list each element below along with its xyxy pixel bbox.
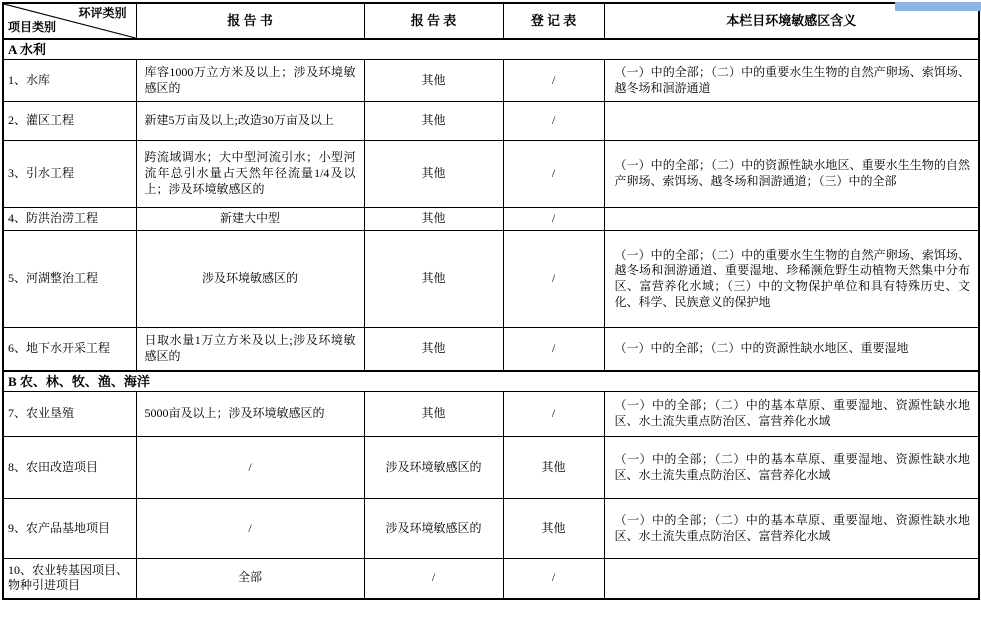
sensitive-meaning-cell: （一）中的全部；（二）中的重要水生生物的自然产卵场、索饵场、越冬场和洄游通道、重要湿地、珍稀濒危野生动植物天然集中分布区、富营养化水域；（三）中的文物保护单位和具有特殊历史、文化、科学、民族意义的保护地 (604, 231, 979, 328)
category-cell: 7、农业垦殖 (3, 392, 136, 437)
registration-form-cell: / (503, 60, 604, 102)
section-label: B 农、林、牧、渔、海洋 (3, 371, 979, 392)
sensitive-meaning-cell: （一）中的全部；（二）中的资源性缺水地区、重要湿地 (604, 328, 979, 371)
category-cell: 1、水库 (3, 60, 136, 102)
report-form-cell: 其他 (364, 141, 503, 208)
report-form-cell: 其他 (364, 102, 503, 141)
report-form-cell: 其他 (364, 60, 503, 102)
category-cell: 2、灌区工程 (3, 102, 136, 141)
registration-form-cell: 其他 (503, 437, 604, 499)
registration-form-cell: / (503, 392, 604, 437)
classification-table (2, 2, 980, 600)
sensitive-meaning-cell: （一）中的全部；（二）中的资源性缺水地区、重要水生生物的自然产卵场、索饵场、越冬场和洄游通道；（三）中的全部 (604, 141, 979, 208)
sensitive-meaning-cell (604, 208, 979, 231)
sensitive-meaning-cell: （一）中的全部；（二）中的基本草原、重要湿地、资源性缺水地区、水土流失重点防治区、富营养化水域 (604, 437, 979, 499)
report-book-cell: 全部 (136, 559, 364, 599)
report-form-cell: 涉及环境敏感区的 (364, 437, 503, 499)
diagonal-bottom-label: 项目类别 (8, 20, 57, 35)
registration-form-cell: / (503, 208, 604, 231)
table-header (3, 3, 979, 39)
diagonal-header-cell (3, 3, 136, 39)
report-book-cell: 新建大中型 (136, 208, 364, 231)
report-book-cell: 5000亩及以上；涉及环境敏感区的 (136, 392, 364, 437)
category-cell: 3、引水工程 (3, 141, 136, 208)
report-form-cell: / (364, 559, 503, 599)
report-form-cell: 其他 (364, 328, 503, 371)
report-book-cell: / (136, 499, 364, 559)
report-book-cell: 跨流域调水；大中型河流引水；小型河流年总引水量占天然年径流量1/4及以上；涉及环境敏感区的 (136, 141, 364, 208)
report-form-cell: 其他 (364, 208, 503, 231)
sensitive-meaning-cell (604, 102, 979, 141)
report-book-cell: 新建5万亩及以上;改造30万亩及以上 (136, 102, 364, 141)
registration-form-cell: 其他 (503, 499, 604, 559)
registration-form-cell: / (503, 102, 604, 141)
report-form-cell: 其他 (364, 392, 503, 437)
report-form-cell: 涉及环境敏感区的 (364, 499, 503, 559)
sensitive-meaning-cell: （一）中的全部；（二）中的重要水生生物的自然产卵场、索饵场、越冬场和洄游通道 (604, 60, 979, 102)
table-row (3, 437, 979, 499)
registration-form-cell: / (503, 141, 604, 208)
table-row (3, 141, 979, 208)
registration-form-cell: / (503, 559, 604, 599)
section-row (3, 371, 979, 392)
table-row (3, 102, 979, 141)
sensitive-meaning-cell: （一）中的全部；（二）中的基本草原、重要湿地、资源性缺水地区、水土流失重点防治区、富营养化水域 (604, 392, 979, 437)
table-row (3, 328, 979, 371)
report-form-cell: 其他 (364, 231, 503, 328)
report-book-cell: 涉及环境敏感区的 (136, 231, 364, 328)
col-header-registration-form: 登 记 表 (503, 3, 604, 39)
table-row (3, 60, 979, 102)
section-row (3, 39, 979, 60)
top-right-blue-bar (895, 2, 981, 11)
table-row (3, 499, 979, 559)
table-row (3, 231, 979, 328)
category-cell: 8、农田改造项目 (3, 437, 136, 499)
table-row (3, 559, 979, 599)
report-book-cell: 库容1000万立方米及以上；涉及环境敏感区的 (136, 60, 364, 102)
sensitive-meaning-cell (604, 559, 979, 599)
table-body (3, 39, 979, 599)
diagonal-top-label: 环评类别 (78, 6, 127, 20)
report-book-cell: / (136, 437, 364, 499)
col-header-report-book: 报 告 书 (136, 3, 364, 39)
col-header-sensitive-meaning: 本栏目环境敏感区含义 (604, 3, 979, 39)
report-book-cell: 日取水量1万立方米及以上;涉及环境敏感区的 (136, 328, 364, 371)
category-cell: 10、农业转基因项目、物种引进项目 (3, 559, 136, 599)
section-label: A 水利 (3, 39, 979, 60)
table-row (3, 208, 979, 231)
table-row (3, 392, 979, 437)
col-header-report-form: 报 告 表 (364, 3, 503, 39)
category-cell: 9、农产品基地项目 (3, 499, 136, 559)
category-cell: 4、防洪治涝工程 (3, 208, 136, 231)
registration-form-cell: / (503, 231, 604, 328)
sensitive-meaning-cell: （一）中的全部；（二）中的基本草原、重要湿地、资源性缺水地区、水土流失重点防治区、富营养化水域 (604, 499, 979, 559)
header-row (3, 3, 979, 39)
category-cell: 6、地下水开采工程 (3, 328, 136, 371)
category-cell: 5、河湖整治工程 (3, 231, 136, 328)
registration-form-cell: / (503, 328, 604, 371)
